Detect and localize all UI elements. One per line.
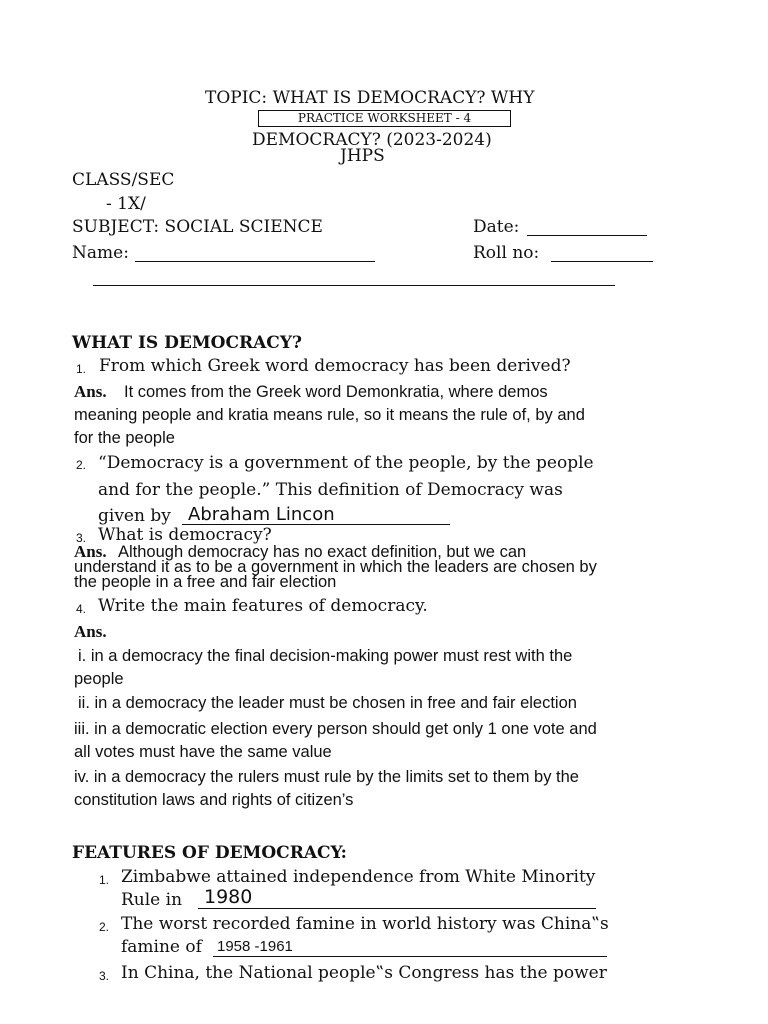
worksheet-title-box: PRACTICE WORKSHEET - 4 bbox=[258, 110, 511, 127]
name-label: Name: bbox=[72, 243, 129, 263]
roll-no-field[interactable] bbox=[551, 260, 653, 262]
features-question-2-line-2: famine of bbox=[121, 937, 202, 957]
answer-label: Ans. bbox=[74, 622, 107, 641]
answer-label: Ans. bbox=[74, 382, 107, 401]
features-question-1-line-1: Zimbabwe attained independence from White Minority bbox=[121, 867, 596, 887]
question-1: From which Greek word democracy has been derived? bbox=[99, 356, 571, 376]
question-2-answer: Abraham Lincon bbox=[188, 504, 335, 525]
roll-no-label: Roll no: bbox=[473, 243, 540, 263]
features-question-2-answer-line bbox=[213, 955, 607, 957]
section-heading-features-of-democracy: FEATURES OF DEMOCRACY: bbox=[72, 843, 347, 863]
answer-4-point-i-line-1: i. in a democracy the final decision-making power must rest with the bbox=[78, 647, 573, 665]
answer-4-point-iii-line-2: all votes must have the same value bbox=[74, 743, 332, 761]
features-question-1-answer: 1980 bbox=[204, 886, 253, 908]
name-field[interactable] bbox=[135, 260, 375, 262]
answer-3-line-1: Although democracy has no exact definition, but we can bbox=[118, 543, 527, 561]
features-question-2-line-1: The worst recorded famine in world history was China‟s bbox=[121, 914, 609, 934]
question-4: Write the main features of democracy. bbox=[98, 596, 428, 616]
date-field[interactable] bbox=[527, 234, 647, 236]
question-2-line-1: “Democracy is a government of the people, by the people bbox=[98, 453, 594, 473]
date-label: Date: bbox=[473, 217, 520, 237]
answer-1-line-3: for the people bbox=[74, 429, 175, 447]
answer-1-line-2: meaning people and kratia means rule, so it means the rule of, by and bbox=[74, 406, 585, 424]
answer-label: Ans. bbox=[74, 542, 107, 561]
topic-line-2: DEMOCRACY? (2023-2024) bbox=[252, 130, 492, 150]
answer-3-line-3: the people in a free and fair election bbox=[74, 573, 337, 591]
topic-line-1: TOPIC: WHAT IS DEMOCRACY? WHY bbox=[205, 88, 535, 108]
question-2-line-3: given by bbox=[98, 506, 171, 526]
answer-4-point-iv-line-1: iv. in a democracy the rulers must rule by the limits set to them by the bbox=[74, 768, 579, 786]
answer-4-point-iv-line-2: constitution laws and rights of citizen’s bbox=[74, 791, 354, 809]
features-question-1-answer-line bbox=[198, 907, 596, 909]
answer-4-point-ii: ii. in a democracy the leader must be chosen in free and fair election bbox=[78, 694, 577, 712]
header-divider bbox=[93, 284, 615, 286]
question-number: 4. bbox=[76, 602, 87, 616]
answer-4-point-i-line-2: people bbox=[74, 670, 124, 688]
school-name: JHPS bbox=[340, 146, 385, 166]
question-2-line-2: and for the people.” This definition of Democracy was bbox=[98, 480, 563, 500]
class-sec-value: - 1X/ bbox=[106, 194, 146, 214]
section-heading-what-is-democracy: WHAT IS DEMOCRACY? bbox=[72, 333, 302, 353]
features-question-2-answer: 1958 -1961 bbox=[217, 938, 293, 955]
answer-3-line-2: understand it as to be a government in which the leaders are chosen by bbox=[74, 558, 597, 576]
question-number: 3. bbox=[76, 531, 87, 545]
question-3: What is democracy? bbox=[98, 525, 272, 545]
question-number: 2. bbox=[99, 920, 110, 934]
features-question-3-line-1: In China, the National people‟s Congress has the power bbox=[121, 963, 607, 983]
answer-4-point-iii-line-1: iii. in a democratic election every person should get only 1 one vote and bbox=[74, 720, 597, 738]
class-sec-label: CLASS/SEC bbox=[72, 170, 175, 190]
question-number: 1. bbox=[76, 362, 87, 376]
answer-1-line-1: It comes from the Greek word Demonkratia, where demos bbox=[124, 383, 548, 401]
question-number: 2. bbox=[76, 458, 87, 472]
features-question-1-line-2: Rule in bbox=[121, 890, 183, 910]
subject-label: SUBJECT: SOCIAL SCIENCE bbox=[72, 217, 323, 237]
question-number: 3. bbox=[99, 969, 110, 983]
question-number: 1. bbox=[99, 873, 110, 887]
